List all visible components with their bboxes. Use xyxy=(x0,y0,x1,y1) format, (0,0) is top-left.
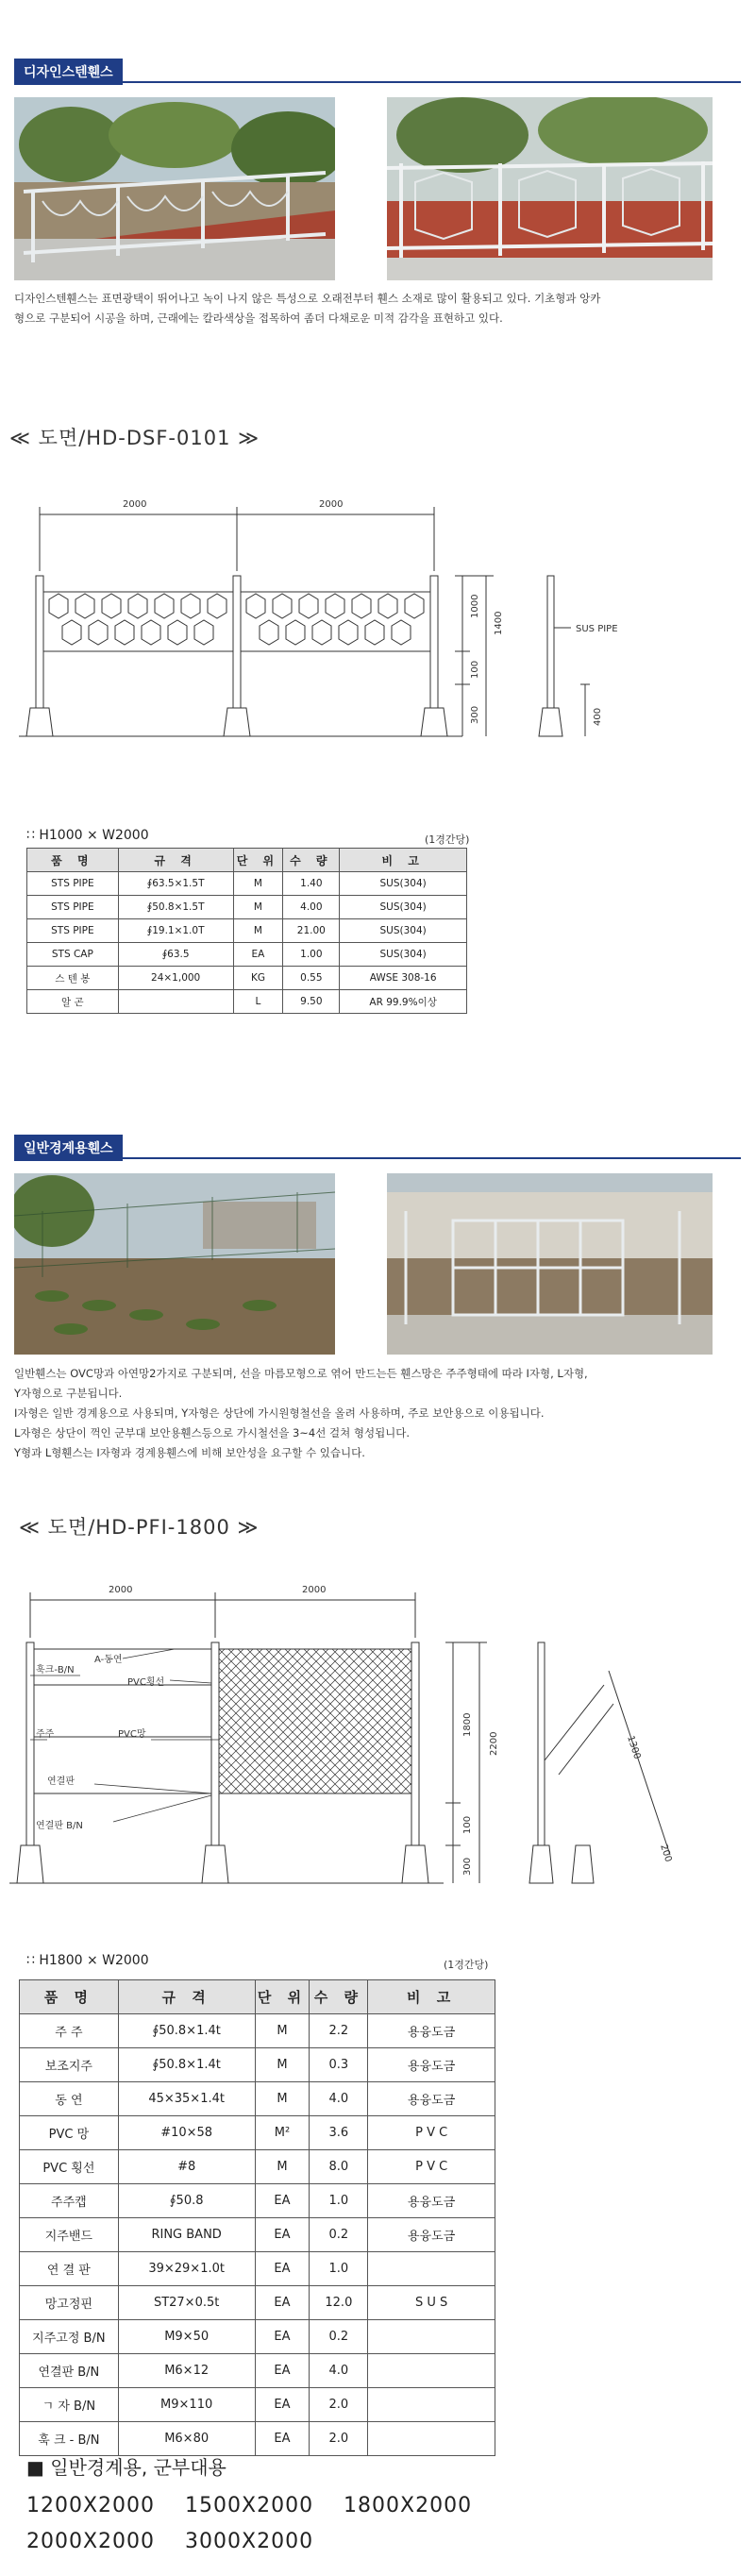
sizes-line-1: 1200X2000 1500X2000 1800X2000 xyxy=(26,2494,473,2517)
table-row xyxy=(20,2252,495,2286)
table-cell: ∮63.5×1.5T xyxy=(118,872,233,896)
dim-h1000: 1000 xyxy=(470,594,480,618)
dim-h300: 300 xyxy=(462,1857,473,1876)
table-cell: 훅 크 - B/N xyxy=(20,2422,119,2456)
table1-caption: ∷ H1000 × W2000 xyxy=(26,828,149,843)
section1-drawing-title: ≪ 도면/HD-DSF-0101 ≫ xyxy=(9,427,260,449)
label-a-dongyeon: A-동연 xyxy=(94,1655,123,1665)
table-cell: 망고정핀 xyxy=(20,2286,119,2320)
table-cell: 24×1,000 xyxy=(118,967,233,990)
dim-width-right: 2000 xyxy=(302,1585,327,1595)
table2-header-cell: 품 명 xyxy=(20,1980,119,2014)
table-cell: P V C xyxy=(368,2116,495,2150)
label-pvc-mang: PVC망 xyxy=(118,1729,146,1740)
table-cell: #8 xyxy=(118,2150,255,2184)
section2-drawing-title: ≪ 도면/HD-PFI-1800 ≫ xyxy=(19,1516,260,1539)
table-cell: M xyxy=(233,896,283,919)
table-cell: M9×50 xyxy=(118,2320,255,2354)
table-cell: 0.2 xyxy=(310,2218,368,2252)
table-row xyxy=(20,2116,495,2150)
table-cell: EA xyxy=(255,2354,310,2388)
table-row xyxy=(27,990,467,1014)
table-cell: #10×58 xyxy=(118,2116,255,2150)
table-cell: M xyxy=(255,2082,310,2116)
table1-header-cell: 규 격 xyxy=(118,849,233,872)
table-cell: M9×110 xyxy=(118,2388,255,2422)
table-cell: 용융도금 xyxy=(368,2048,495,2082)
table-cell: M xyxy=(233,919,283,943)
table-cell xyxy=(118,990,233,1014)
table-cell xyxy=(368,2354,495,2388)
table-cell: 1.0 xyxy=(310,2184,368,2218)
table-cell: EA xyxy=(255,2286,310,2320)
table-cell: 알 곤 xyxy=(27,990,119,1014)
table-cell: 보조지주 xyxy=(20,2048,119,2082)
table-cell: ㄱ 자 B/N xyxy=(20,2388,119,2422)
table-cell: M² xyxy=(255,2116,310,2150)
table2-header-cell: 규 격 xyxy=(118,1980,255,2014)
dim-width-left: 2000 xyxy=(123,499,147,510)
label-yeongyeolpan-bn: 연결판 B/N xyxy=(36,1821,83,1831)
table1-header-cell: 단 위 xyxy=(233,849,283,872)
section2-description-line: 일반휀스는 OVC망과 아연망2가지로 구분되며, 선을 마름모형으로 엮어 만드는든 휀스망은 주주형태에 따라 I자형, L자형, xyxy=(14,1367,588,1380)
table-cell: ∮50.8×1.4t xyxy=(118,2014,255,2048)
table-cell xyxy=(368,2320,495,2354)
table-cell: 21.00 xyxy=(283,919,340,943)
table2-header-row xyxy=(20,1980,495,2014)
section2-photo-left xyxy=(14,1173,335,1355)
table1-header-cell: 품 명 xyxy=(27,849,119,872)
table1-header-cell: 비 고 xyxy=(340,849,467,872)
table-cell: 용융도금 xyxy=(368,2218,495,2252)
table-cell: 연 결 판 xyxy=(20,2252,119,2286)
table-cell: ∮50.8×1.4t xyxy=(118,2048,255,2082)
section1-photo-right xyxy=(387,97,713,280)
section2-description-line: Y자형으로 구분됩니다. xyxy=(14,1387,123,1400)
table-cell: RING BAND xyxy=(118,2218,255,2252)
table-row xyxy=(20,2184,495,2218)
table-cell: 0.2 xyxy=(310,2320,368,2354)
table-cell: 스 텐 봉 xyxy=(27,967,119,990)
label-juju: 주주 xyxy=(36,1729,55,1740)
table-cell: 용융도금 xyxy=(368,2014,495,2048)
table-cell: EA xyxy=(233,943,283,967)
table-row xyxy=(20,2320,495,2354)
table-cell: 연결판 B/N xyxy=(20,2354,119,2388)
table-row xyxy=(20,2048,495,2082)
dim-h2200: 2200 xyxy=(489,1731,499,1756)
table-cell: ∮50.8×1.5T xyxy=(118,896,233,919)
table-cell xyxy=(368,2388,495,2422)
table-cell: 4.00 xyxy=(283,896,340,919)
table-cell: 2.0 xyxy=(310,2388,368,2422)
dim-h1800: 1800 xyxy=(462,1712,473,1737)
table-cell: 지주고정 B/N xyxy=(20,2320,119,2354)
table-cell: 주주캡 xyxy=(20,2184,119,2218)
table-cell: 2.0 xyxy=(310,2422,368,2456)
table-cell: 0.3 xyxy=(310,2048,368,2082)
table-row xyxy=(27,919,467,943)
table-cell: EA xyxy=(255,2252,310,2286)
table-cell: SUS(304) xyxy=(340,896,467,919)
table-cell: 8.0 xyxy=(310,2150,368,2184)
table1 xyxy=(26,848,467,1014)
section1-description-line: 디자인스텐휀스는 표면광택이 뛰어나고 녹이 나지 않은 특성으로 오래전부터 휀스 소재로 많이 활용되고 있다. 기초형과 앙카 xyxy=(14,292,601,305)
table-cell: EA xyxy=(255,2422,310,2456)
table-cell: M xyxy=(233,872,283,896)
table1-note: (1경간당) xyxy=(425,833,470,846)
table-cell: PVC 횡선 xyxy=(20,2150,119,2184)
table-cell xyxy=(368,2252,495,2286)
table-cell: 39×29×1.0t xyxy=(118,2252,255,2286)
table-cell: ST27×0.5t xyxy=(118,2286,255,2320)
section1-photo-left xyxy=(14,97,335,280)
table-row xyxy=(20,2082,495,2116)
table-row xyxy=(20,2286,495,2320)
table-cell: ∮50.8 xyxy=(118,2184,255,2218)
table-cell: 1.40 xyxy=(283,872,340,896)
dim-d200: 200 xyxy=(658,1843,674,1864)
section2-description xyxy=(14,1364,741,1463)
table-cell: M xyxy=(255,2048,310,2082)
table-cell: PVC 망 xyxy=(20,2116,119,2150)
table-cell: 2.2 xyxy=(310,2014,368,2048)
table-cell: STS CAP xyxy=(27,943,119,967)
table-cell: 동 연 xyxy=(20,2082,119,2116)
table-cell: 주 주 xyxy=(20,2014,119,2048)
table-cell: STS PIPE xyxy=(27,919,119,943)
table-row xyxy=(27,872,467,896)
table-cell: AR 99.9%이상 xyxy=(340,990,467,1014)
table1-header-row xyxy=(27,849,467,872)
section2-title: 일반경계용휀스 xyxy=(14,1135,123,1161)
table-cell: 0.55 xyxy=(283,967,340,990)
table-cell: EA xyxy=(255,2184,310,2218)
table-row xyxy=(27,943,467,967)
dim-h1400: 1400 xyxy=(494,611,504,635)
table2-header-cell: 단 위 xyxy=(255,1980,310,2014)
table-row xyxy=(27,967,467,990)
label-yeongyeolpan: 연결판 xyxy=(47,1776,75,1787)
dim-h100: 100 xyxy=(470,660,480,679)
table-row xyxy=(20,2014,495,2048)
table2-header-cell: 비 고 xyxy=(368,1980,495,2014)
table-cell: 12.0 xyxy=(310,2286,368,2320)
sizes-heading: ■ 일반경계용, 군부대용 xyxy=(26,2456,226,2479)
section1-description xyxy=(14,289,741,328)
section1-description-line: 형으로 구분되어 시공을 하며, 근래에는 칼라색상을 접목하여 좀더 다채로운 미적 감각을 표현하고 있다. xyxy=(14,311,503,325)
table-cell: 1.0 xyxy=(310,2252,368,2286)
table-cell: SUS(304) xyxy=(340,943,467,967)
table-cell: 45×35×1.4t xyxy=(118,2082,255,2116)
table-cell: 9.50 xyxy=(283,990,340,1014)
section2-fence-drawing xyxy=(9,1572,708,1911)
table-cell: ∮63.5 xyxy=(118,943,233,967)
label-pvc-hoengseon: PVC횡선 xyxy=(127,1677,165,1688)
table-cell: 4.0 xyxy=(310,2082,368,2116)
table-cell: P V C xyxy=(368,2150,495,2184)
table-cell: S U S xyxy=(368,2286,495,2320)
section2-description-line: L자형은 상단이 꺽인 군부대 보안용휀스등으로 가시철선을 3~4선 걸쳐 형성됩니다. xyxy=(14,1426,411,1440)
table-cell: STS PIPE xyxy=(27,872,119,896)
table1-header-cell: 수 량 xyxy=(283,849,340,872)
table-cell: 용융도금 xyxy=(368,2184,495,2218)
dim-side-400: 400 xyxy=(593,707,603,726)
table2 xyxy=(19,1979,495,2456)
section2-divider xyxy=(14,1157,741,1159)
table-cell: EA xyxy=(255,2388,310,2422)
table-cell: EA xyxy=(255,2320,310,2354)
table2-note: (1경간당) xyxy=(444,1959,489,1971)
section2-description-line: Y형과 L형휀스는 I자형과 경계용휀스에 비해 보안성을 요구할 수 있습니다. xyxy=(14,1446,365,1459)
dim-h100: 100 xyxy=(462,1815,473,1834)
table-cell: EA xyxy=(255,2218,310,2252)
table-cell: 지주밴드 xyxy=(20,2218,119,2252)
table-cell: SUS(304) xyxy=(340,919,467,943)
table-cell: M6×12 xyxy=(118,2354,255,2388)
table-cell: STS PIPE xyxy=(27,896,119,919)
table-cell: KG xyxy=(233,967,283,990)
section1-fence-drawing xyxy=(19,486,680,750)
dim-d1300: 1300 xyxy=(625,1734,643,1761)
table-cell xyxy=(368,2422,495,2456)
table-cell: 1.00 xyxy=(283,943,340,967)
table-cell: AWSE 308-16 xyxy=(340,967,467,990)
table-cell: 3.6 xyxy=(310,2116,368,2150)
sizes-line-2: 2000X2000 3000X2000 xyxy=(26,2530,314,2553)
table-cell: 4.0 xyxy=(310,2354,368,2388)
label-hook-bn: 훅크-B/N xyxy=(36,1665,75,1675)
section2-description-line: I자형은 일반 경계용으로 사용되며, Y자형은 상단에 가시원형철선을 올려 사용하며, 주로 보안용으로 이용됩니다. xyxy=(14,1406,545,1420)
table-cell: M6×80 xyxy=(118,2422,255,2456)
table-cell: M xyxy=(255,2150,310,2184)
table-cell: L xyxy=(233,990,283,1014)
table-cell: M xyxy=(255,2014,310,2048)
table-row xyxy=(20,2354,495,2388)
table-row xyxy=(20,2218,495,2252)
table-row xyxy=(20,2422,495,2456)
dim-h300: 300 xyxy=(470,705,480,724)
label-sus-pipe: SUS PIPE xyxy=(576,624,618,634)
table-row xyxy=(27,896,467,919)
table2-header-cell: 수 량 xyxy=(310,1980,368,2014)
table-row xyxy=(20,2150,495,2184)
dim-width-right: 2000 xyxy=(319,499,344,510)
section1-title: 디자인스텐휀스 xyxy=(14,59,123,85)
section2-photo-right xyxy=(387,1173,713,1355)
table-cell: ∮19.1×1.0T xyxy=(118,919,233,943)
table-cell: 용융도금 xyxy=(368,2082,495,2116)
table2-caption: ∷ H1800 × W2000 xyxy=(26,1953,149,1968)
table-cell: SUS(304) xyxy=(340,872,467,896)
section1-divider xyxy=(14,81,741,83)
dim-width-left: 2000 xyxy=(109,1585,133,1595)
table-row xyxy=(20,2388,495,2422)
